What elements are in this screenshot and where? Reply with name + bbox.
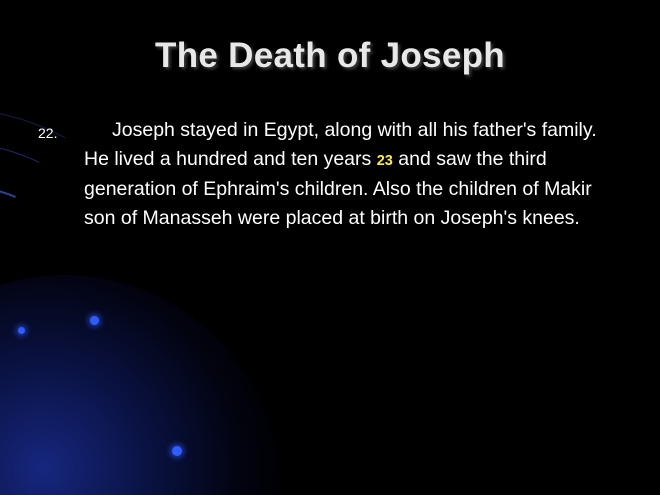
slide-body xyxy=(38,116,626,232)
decorative-dot xyxy=(18,327,25,334)
scripture-text-part1: Joseph stayed in Egypt, along with all his father's family. He lived a hundred and ten years xyxy=(84,119,597,170)
decorative-dot xyxy=(172,446,182,456)
slide-title: The Death of Joseph xyxy=(155,36,505,75)
decorative-dot xyxy=(90,316,99,325)
inline-verse-reference: 23 xyxy=(376,152,393,169)
background-glow xyxy=(0,275,280,495)
scripture-paragraph xyxy=(38,116,626,232)
verse-number: 22. xyxy=(38,125,58,141)
decorative-arc xyxy=(0,42,306,495)
scripture-text-part2: and saw the third generation of Ephraim's children. Also the children of Makir son of Manasseh were placed at birth on Joseph's knees. xyxy=(84,147,592,229)
